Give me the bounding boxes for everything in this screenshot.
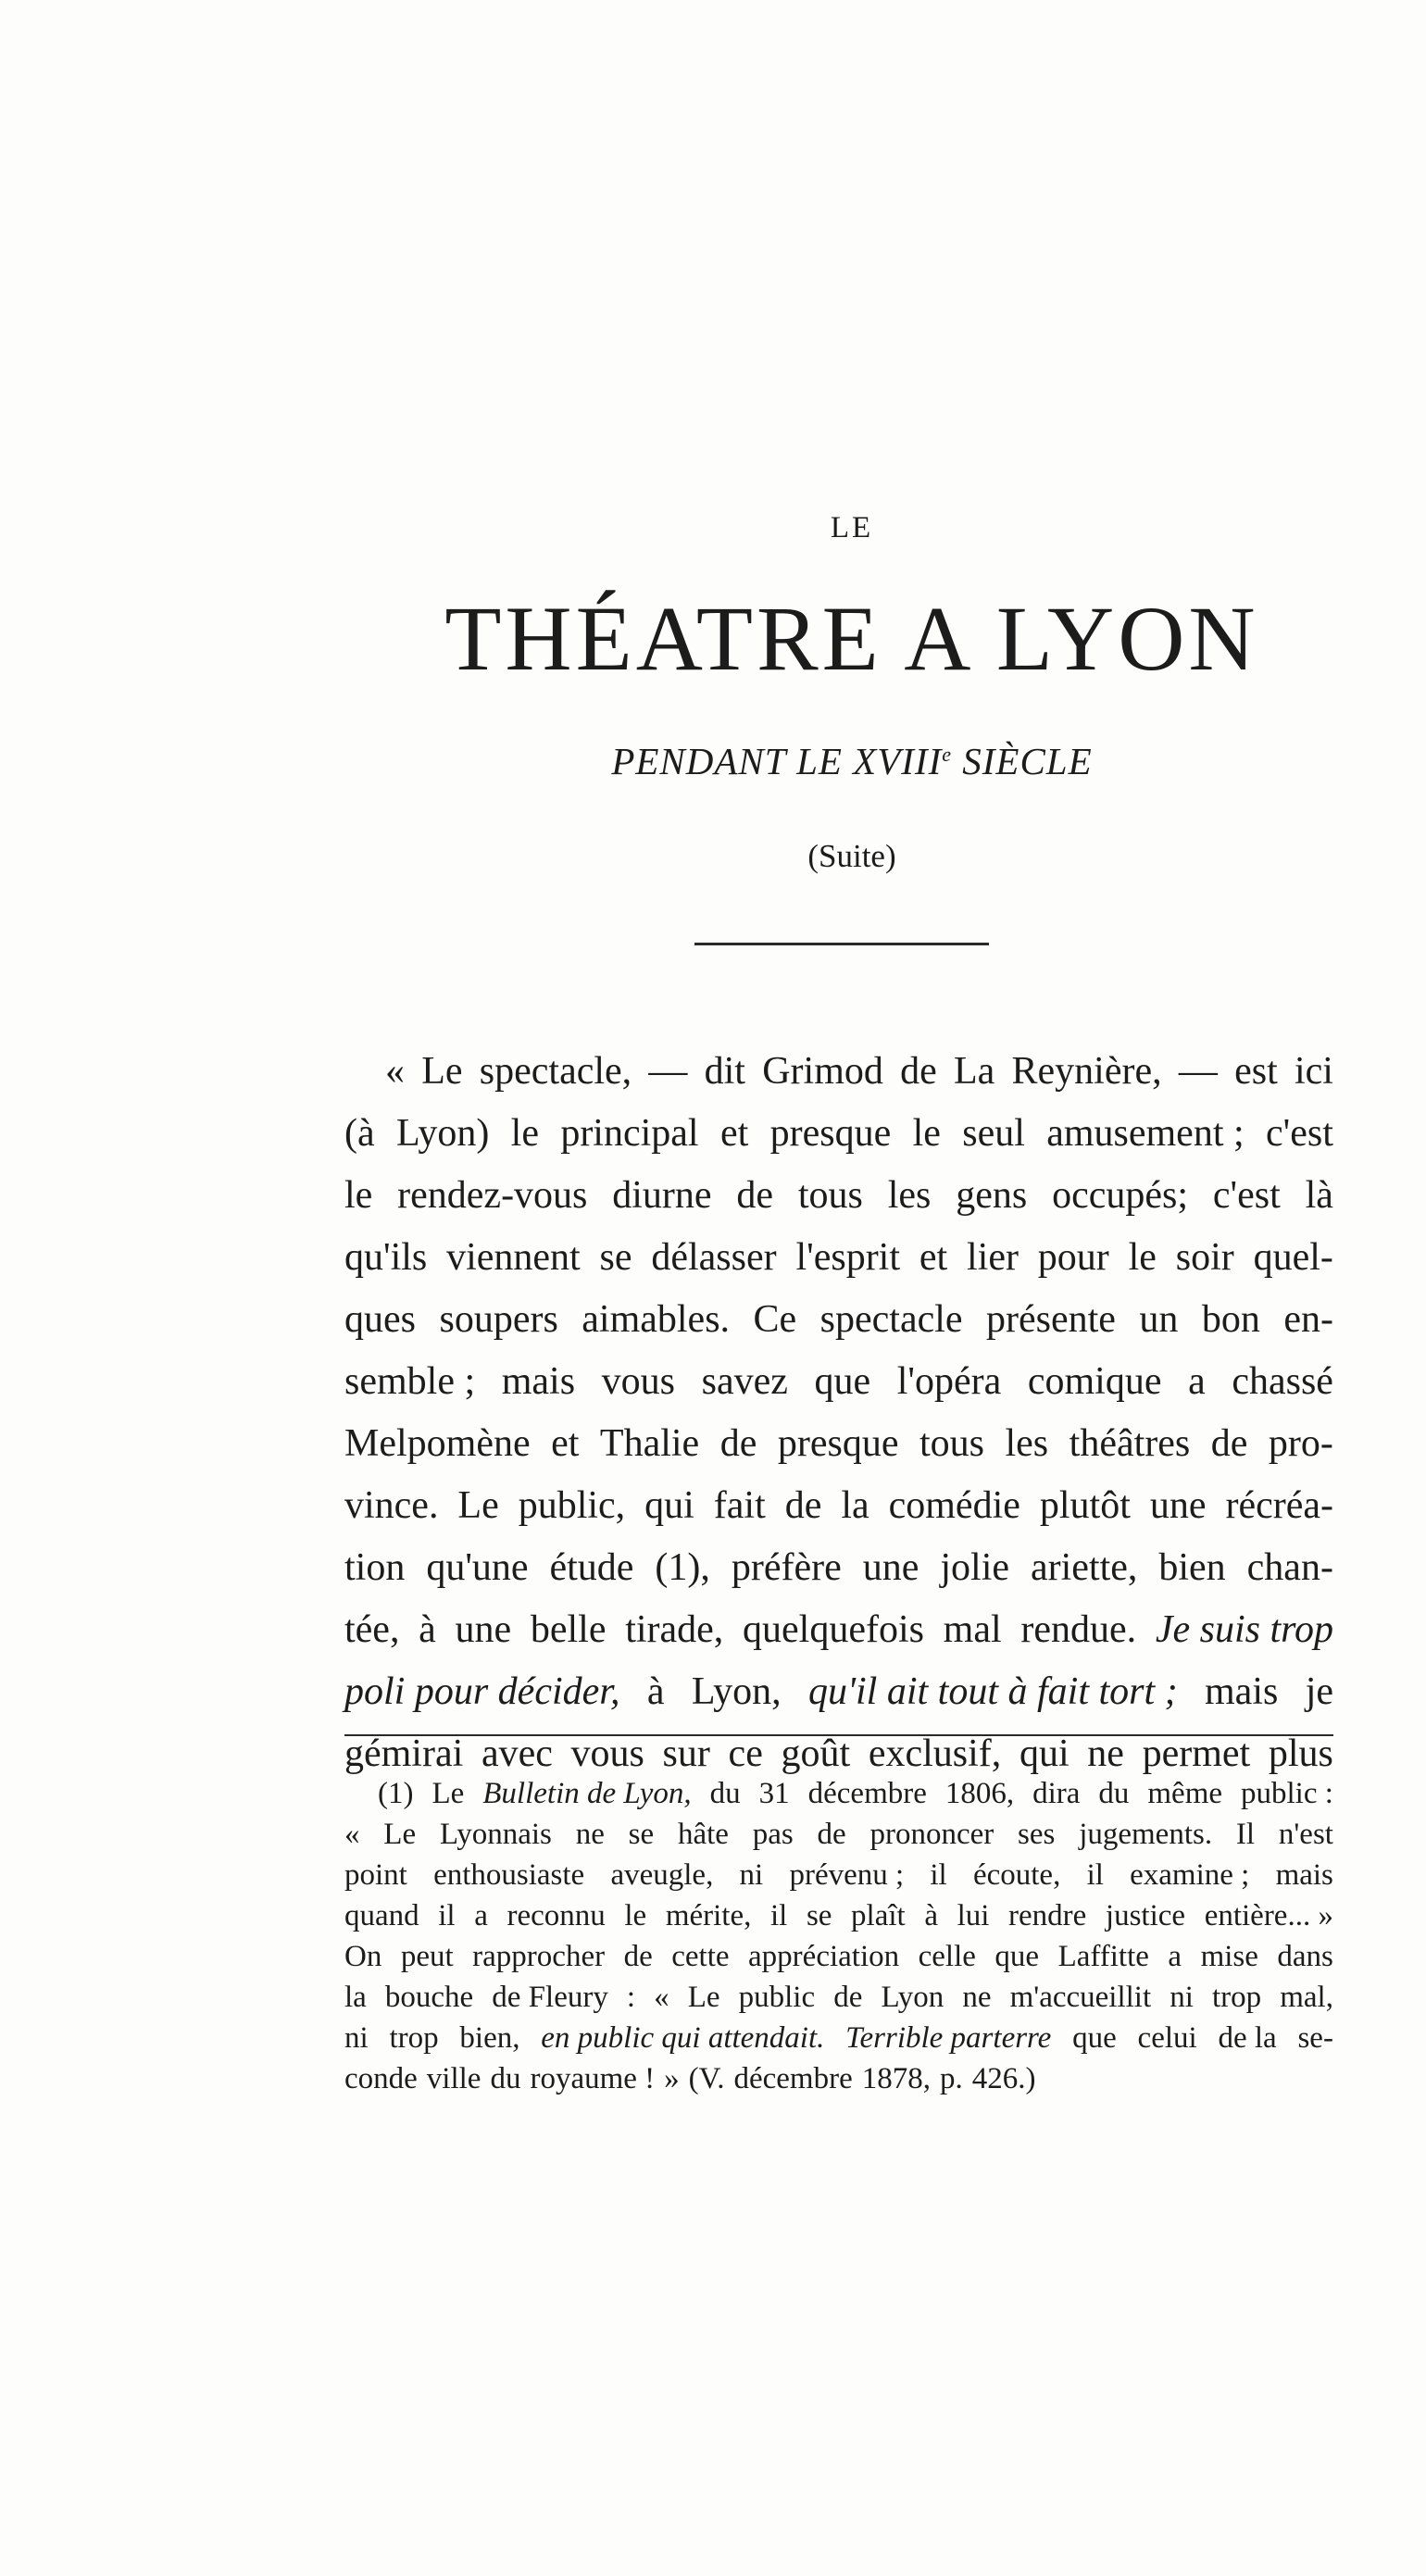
footnote-word: reconnu [507, 1899, 606, 1932]
footnote-word: rendre [1008, 1899, 1087, 1932]
footnote-word: m'accueillit [1009, 1981, 1152, 2014]
footnote-word: que [994, 1940, 1040, 1973]
body-word: soir [1175, 1236, 1234, 1279]
footnote-word: appréciation [748, 1940, 900, 1973]
footnote-word: de la [1218, 2021, 1277, 2055]
body-word: théâtres [1069, 1422, 1191, 1465]
footnote-word: se- [1297, 2021, 1333, 2055]
body-word: chan- [1246, 1546, 1333, 1589]
body-word: et [919, 1236, 948, 1279]
body-word: Je suis trop [1155, 1608, 1333, 1651]
footnote-word: la [344, 1981, 367, 2014]
footnote-word: dira [1032, 1777, 1081, 1810]
footnote-word: prononcer [869, 1818, 994, 1851]
body-line [344, 1165, 1333, 1227]
body-word: comédie [888, 1484, 1020, 1527]
footnote-word: p. [939, 2062, 963, 2095]
body-word: rendez-vous [397, 1174, 588, 1217]
body-word: qu'ils [344, 1236, 428, 1279]
footnote-word: plaît [851, 1899, 906, 1932]
footnote-word: se [628, 1818, 655, 1851]
subtitle-post: SIÈCLE [962, 740, 1093, 782]
body-word: les [887, 1174, 932, 1217]
body-word: qu'il ait tout à fait tort ; [808, 1670, 1178, 1713]
body-line [344, 1041, 1333, 1103]
footnote-word: que [1072, 2021, 1117, 2055]
body-word: ques [344, 1298, 416, 1341]
body-word: spectacle [819, 1298, 963, 1341]
footnote-word: celui [1137, 2021, 1197, 2055]
body-word: qui [644, 1484, 694, 1527]
body-word: permet [1142, 1732, 1251, 1775]
footnote-word: de [833, 1981, 863, 2014]
body-word: ce [728, 1732, 763, 1775]
footnote-word: dans [1277, 1940, 1333, 1973]
body-word: bon [1201, 1298, 1260, 1341]
body-word: présente [986, 1298, 1116, 1341]
footnote-word: enthousiaste [433, 1858, 585, 1892]
footnote-word: ses [1018, 1818, 1056, 1851]
footnote-word: Le [687, 1981, 720, 2014]
footnote-word: bien, [459, 2021, 520, 2055]
body-word: gémirai [344, 1732, 464, 1775]
footnote-word: celle [918, 1940, 976, 1973]
footnote-word: : [626, 1981, 636, 2014]
footnote-word: il [438, 1899, 456, 1932]
footnote-word: aveugle, [610, 1858, 714, 1892]
body-word: ariette, [1030, 1546, 1138, 1589]
footnote-word: a [1168, 1940, 1182, 1973]
footnote-word: point [344, 1858, 407, 1892]
footnote-word: mal, [1280, 1981, 1333, 2014]
footnote-word: à [924, 1899, 938, 1932]
footnote-word: Lyon [881, 1981, 944, 2014]
body-word: tous [919, 1422, 984, 1465]
footnote-word: écoute, [972, 1858, 1061, 1892]
footnote-word: public [738, 1981, 816, 2014]
body-word: tirade, [625, 1608, 724, 1651]
body-word: seul [962, 1112, 1025, 1155]
body-word: viennent [446, 1236, 581, 1279]
body-word: semble ; [344, 1360, 476, 1403]
body-word: avec [481, 1732, 553, 1775]
footnote-word: 31 [758, 1777, 790, 1810]
body-word: (à [344, 1112, 375, 1155]
body-word: de [1210, 1422, 1248, 1465]
footnote-word: en public qui attendait. [541, 2021, 825, 2055]
body-word: mais [501, 1360, 576, 1403]
body-word: de [784, 1484, 822, 1527]
body-word: exclusif, [868, 1732, 1002, 1775]
footnote-word: (1) [378, 1777, 414, 1810]
body-word: presque [769, 1112, 892, 1155]
footnote-line [344, 2018, 1333, 2058]
body-word: vous [570, 1732, 644, 1775]
footnote-word: pas [752, 1818, 794, 1851]
footnote-word: ne [962, 1981, 992, 2014]
footnote-word: décembre [733, 2062, 853, 2095]
footnote-line [344, 1855, 1333, 1895]
body-word: pour [1037, 1236, 1109, 1279]
body-word: presque [777, 1422, 899, 1465]
footnote-word: « [654, 1981, 669, 2014]
body-line [344, 1289, 1333, 1351]
footnote-word: ni [739, 1858, 764, 1892]
body-word: à [419, 1608, 436, 1651]
body-word: vince. [344, 1484, 439, 1527]
body-word: que [814, 1360, 871, 1403]
body-word: les [1005, 1422, 1049, 1465]
footnote-word: examine ; [1130, 1858, 1250, 1892]
body-word: le [344, 1174, 373, 1217]
footnote-word: (V. [688, 2062, 725, 2095]
footnote-word: mise [1200, 1940, 1258, 1973]
body-line [344, 1661, 1333, 1723]
footnote-word: ni [1170, 1981, 1194, 2014]
body-word: Le [457, 1484, 499, 1527]
body-word: c'est [1266, 1112, 1333, 1155]
body-word: poli pour décider, [344, 1670, 620, 1713]
footnote-word: rapprocher [472, 1940, 606, 1973]
footnote-word: Bulletin de Lyon, [482, 1777, 692, 1810]
footnote-line [344, 1773, 1333, 1814]
footnote-line [344, 1936, 1333, 1977]
body-word: Thalie [599, 1422, 700, 1465]
footnote-word: de [623, 1940, 653, 1973]
body-word: amusement ; [1046, 1112, 1245, 1155]
footnote-word: Terrible parterre [845, 2021, 1052, 2055]
body-word: jolie [940, 1546, 1010, 1589]
body-word: tée, [344, 1608, 400, 1651]
footnote-word: Laffitte [1057, 1940, 1149, 1973]
body-word: Lyon, [691, 1670, 782, 1713]
footnote-word: Lyonnais [439, 1818, 552, 1851]
footnote-word: du [490, 2062, 521, 2095]
body-word: occupés; [1052, 1174, 1189, 1217]
footnote-word: » [664, 2062, 680, 2095]
body-word: rendue. [1020, 1608, 1137, 1651]
footnote-word: Le [432, 1777, 465, 1810]
body-word: soupers [439, 1298, 558, 1341]
footnote-word: du [1098, 1777, 1130, 1810]
body-line [344, 1537, 1333, 1599]
body-word: Le [421, 1050, 463, 1093]
footnote-word: cette [671, 1940, 730, 1973]
body-word: qui [1019, 1732, 1070, 1775]
body-word: « [385, 1050, 405, 1093]
body-word: dit [704, 1050, 745, 1093]
body-word: de [719, 1422, 757, 1465]
body-word: ici [1294, 1050, 1333, 1093]
footnote-word: jugements. [1079, 1818, 1213, 1851]
footnote-word: 1806, [944, 1777, 1015, 1810]
footnote-word: décembre [807, 1777, 927, 1810]
body-word: le [912, 1112, 941, 1155]
body-word: diurne [612, 1174, 712, 1217]
body-word: je [1305, 1670, 1333, 1713]
body-word: Ce [753, 1298, 797, 1341]
body-word: quel- [1253, 1236, 1333, 1279]
body-word: — [648, 1050, 688, 1093]
footnote-word: trop [1211, 1981, 1262, 2014]
body-word: de [736, 1174, 774, 1217]
body-word: goût [781, 1732, 851, 1775]
body-word: quelquefois [743, 1608, 924, 1651]
footnote-word: conde [344, 2062, 418, 2095]
footnote-word: mais [1275, 1858, 1333, 1892]
footnote-word: lui [957, 1899, 990, 1932]
body-word: gens [956, 1174, 1028, 1217]
body-word: sur [662, 1732, 710, 1775]
footnote-word: se [806, 1899, 832, 1932]
body-word: étude [549, 1546, 634, 1589]
page-title: THÉATRE A LYON [444, 587, 1259, 690]
body-word: comique [1027, 1360, 1162, 1403]
body-word: plutôt [1039, 1484, 1131, 1527]
title-divider [694, 943, 989, 945]
body-word: l'opéra [896, 1360, 1002, 1403]
footnote-word: entière... » [1204, 1899, 1333, 1932]
body-word: à [646, 1670, 665, 1713]
footnote-line [344, 2058, 1333, 2099]
body-word: et [551, 1422, 580, 1465]
body-word: bien [1158, 1546, 1226, 1589]
footnote-word: « [344, 1818, 360, 1851]
footnote-word: prévenu ; [789, 1858, 905, 1892]
body-word: le [1128, 1236, 1157, 1279]
title-le: LE [830, 511, 874, 544]
body-word: — [1178, 1050, 1218, 1093]
body-word: Melpomène [344, 1422, 531, 1465]
body-word: a [1188, 1360, 1206, 1403]
body-word: mal [943, 1608, 1002, 1651]
footnote-word: quand [344, 1899, 419, 1932]
body-word: mais [1205, 1670, 1279, 1713]
body-word: (1), [655, 1546, 710, 1589]
footnote-word: 426.) [971, 2062, 1036, 2095]
footnote-word: hâte [677, 1818, 729, 1851]
body-line [344, 1103, 1333, 1165]
body-word: plus [1268, 1732, 1333, 1775]
body-word: qu'une [426, 1546, 529, 1589]
footnote-word: il [1086, 1858, 1104, 1892]
body-word: vous [601, 1360, 676, 1403]
body-word: en- [1283, 1298, 1333, 1341]
footnote-word: justice [1105, 1899, 1186, 1932]
body-line [344, 1599, 1333, 1661]
footnote-divider [344, 1734, 1333, 1736]
body-word: principal [560, 1112, 699, 1155]
footnote-line [344, 1977, 1333, 2018]
body-word: l'esprit [795, 1236, 901, 1279]
body-word: est [1234, 1050, 1278, 1093]
footnote-word: 1878, [861, 2062, 931, 2095]
body-line [344, 1413, 1333, 1475]
body-word: délasser [651, 1236, 777, 1279]
footnote-line [344, 1895, 1333, 1936]
body-line [344, 1227, 1333, 1289]
body-word: Grimod [762, 1050, 883, 1093]
body-word: Reynière, [1011, 1050, 1162, 1093]
footnote-word: le [624, 1899, 647, 1932]
footnote-word: de Fleury [492, 1981, 608, 2014]
body-word: savez [701, 1360, 788, 1403]
body-word: le [510, 1112, 539, 1155]
footnote-word: royaume ! [530, 2062, 656, 2095]
subtitle-superscript: e [942, 743, 952, 766]
body-word: une [862, 1546, 919, 1589]
body-word: Lyon) [395, 1112, 490, 1155]
body-word: spectacle, [479, 1050, 632, 1093]
footnote-word: On [344, 1940, 382, 1973]
footnote-word: Le [383, 1818, 417, 1851]
footnote-word: a [474, 1899, 488, 1932]
body-word: La [953, 1050, 995, 1093]
body-word: c'est [1212, 1174, 1281, 1217]
body-line [344, 1351, 1333, 1413]
footnote-word: de [817, 1818, 846, 1851]
body-word: une [455, 1608, 512, 1651]
body-word: chassé [1232, 1360, 1333, 1403]
footnote-word: peut [400, 1940, 454, 1973]
body-word: récréa- [1225, 1484, 1333, 1527]
footnote-word: du [709, 1777, 741, 1810]
body-word: préfère [731, 1546, 842, 1589]
footnote-word: ne [575, 1818, 605, 1851]
body-word: tion [344, 1546, 406, 1589]
body-word: là [1305, 1174, 1333, 1217]
body-word: lier [966, 1236, 1019, 1279]
body-word: la [841, 1484, 869, 1527]
footnote-word: il [930, 1858, 947, 1892]
body-word: et [719, 1112, 749, 1155]
body-word: belle [530, 1608, 607, 1651]
footnote-word: il [769, 1899, 788, 1932]
footnote-word: bouche [384, 1981, 474, 2014]
body-paragraph [344, 1041, 1333, 1785]
body-word: un [1139, 1298, 1179, 1341]
footnote-word: trop [389, 2021, 439, 2055]
body-word: ne [1087, 1732, 1124, 1775]
body-word: fait [713, 1484, 766, 1527]
body-word: public, [518, 1484, 626, 1527]
body-word: aimables. [582, 1298, 731, 1341]
footnote-word: même [1147, 1777, 1223, 1810]
footnote-word: ni [344, 2021, 369, 2055]
body-word: une [1149, 1484, 1207, 1527]
body-word: se [599, 1236, 632, 1279]
footnote-word: ville [426, 2062, 482, 2095]
footnote-line [344, 1814, 1333, 1855]
subtitle [0, 739, 1426, 783]
body-line [344, 1475, 1333, 1537]
body-word: de [900, 1050, 937, 1093]
subtitle-pre: PENDANT LE XVIII [611, 740, 943, 782]
footnote-block [344, 1773, 1333, 2099]
body-word: tous [797, 1174, 863, 1217]
footnote-word: public : [1241, 1777, 1333, 1810]
suite-label: (Suite) [807, 838, 896, 874]
body-word: pro- [1268, 1422, 1333, 1465]
footnote-word: n'est [1278, 1818, 1333, 1851]
footnote-word: Il [1235, 1818, 1256, 1851]
footnote-word: mérite, [665, 1899, 752, 1932]
